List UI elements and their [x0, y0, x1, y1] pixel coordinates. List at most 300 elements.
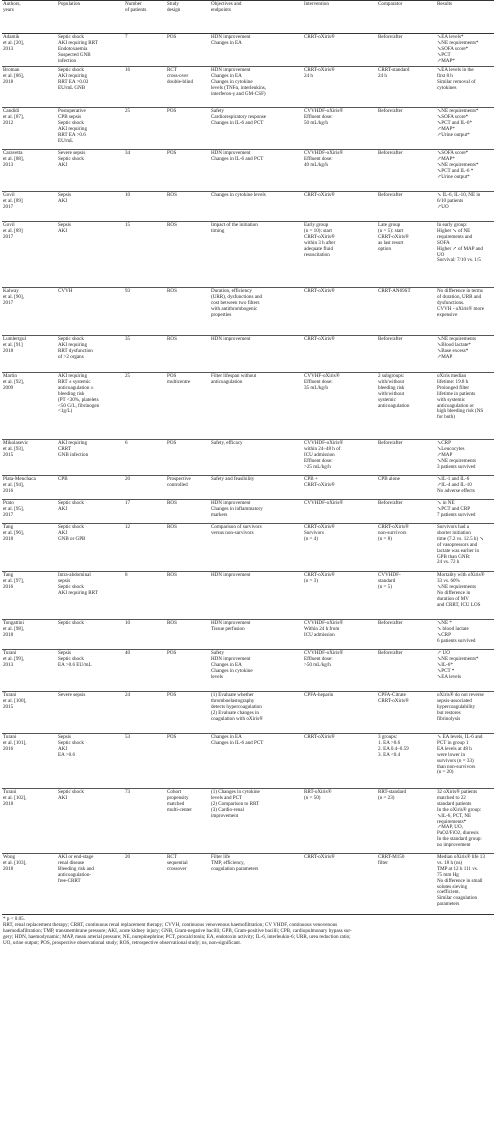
cell-line: Postoperative [58, 108, 86, 114]
cell-line: than non-survivors [437, 763, 476, 770]
cell-line: ↘PCT and IL-6 * [437, 167, 474, 174]
cell-authors [2, 572, 57, 620]
cell-line: 25 [125, 108, 131, 114]
cell-line: RCT [167, 854, 177, 860]
cell-line: dysfunctions. [437, 299, 465, 306]
cell-line: 7 [125, 34, 128, 40]
cell-line: Changes in cytokine [211, 78, 253, 85]
cell-line: AKI [58, 794, 68, 801]
cell-line: anticoagulation [378, 402, 410, 409]
cell-line: AKI requiring [58, 440, 87, 446]
cell-line: In the standard group: [437, 836, 482, 843]
cell-population [57, 440, 124, 476]
cell-line: CPB [58, 476, 68, 482]
cell-line: 24 h [304, 72, 313, 79]
cell-line: GPB than GNB: [437, 553, 471, 560]
cell-line: ↘NE requirements [437, 583, 476, 590]
cell-line: Sepsis [58, 650, 72, 656]
cell-population [57, 222, 124, 288]
cell-line: No difference in terms [437, 288, 483, 294]
cell-line: Effluent dose: [304, 113, 333, 120]
cell-authors [2, 440, 57, 476]
table-row [2, 734, 494, 789]
cell-objectives [210, 692, 303, 734]
cell-line: anticoagulation- [58, 871, 92, 878]
table-row [2, 336, 494, 373]
cell-line: CRRT-oXiris® [304, 734, 335, 740]
cell-line: 16 [125, 67, 131, 73]
cell-line: Candidi [3, 108, 20, 114]
cell-population [57, 789, 124, 854]
cell-objectives [210, 440, 303, 476]
cell-population [57, 476, 124, 500]
cell-objectives [210, 476, 303, 500]
cell-results [436, 650, 494, 692]
cell-line: Comparison of survivors [211, 524, 262, 530]
cell-line: (2) Evaluate changes in [211, 709, 259, 716]
header-line: Intervention [304, 1, 329, 7]
cell-comparator [377, 288, 436, 336]
cell-line: anticoagulation [211, 378, 243, 385]
cell-comparator [377, 650, 436, 692]
cell-results [436, 854, 494, 915]
cell-line: CVVHDF-oXiris® [304, 650, 344, 656]
cell-line: 20 [125, 476, 131, 482]
cell-line: multicentre [167, 378, 191, 385]
cell-line: ↘IL-6, PCT, NE [437, 812, 472, 819]
cell-line: 24 h [378, 72, 387, 79]
abbreviation-line: RRT, renal replacement therapy; CRRT, continuous renal replacement therapy; CVVH, continuous venovenous haemofiltration; CV VHDF, continuous venovenous [3, 921, 338, 928]
cell-line: CRRT-oXiris® [304, 67, 335, 73]
cell-line: (n = 4) [304, 535, 318, 542]
cell-line: but restores [437, 709, 461, 716]
cell-line: ↘EA levels* [437, 34, 464, 40]
cell-comparator [377, 108, 436, 150]
cell-line: TMP, efficiency, [211, 859, 245, 866]
cell-line: UO [437, 251, 445, 258]
cell-line: Safety [211, 108, 225, 114]
cell-line: Intra-abdominal [58, 572, 91, 578]
cell-line: Higher ↘ of NE [437, 227, 471, 234]
cell-line: Septic shock [58, 500, 84, 506]
cell-line: 40 [125, 650, 131, 656]
cell-line: Effluent dose: [304, 378, 333, 385]
cell-line: ↗IL-4 and IL-10 [437, 481, 472, 488]
cell-line: 12 [125, 524, 131, 530]
cell-line: et al. [93], [3, 445, 24, 452]
cell-line: ↘IL-6* [437, 661, 453, 668]
cell-intervention [303, 476, 377, 500]
study-table [2, 0, 494, 915]
cell-objectives [210, 67, 303, 108]
cell-results [436, 440, 494, 476]
cell-line: sepsis-associated [437, 697, 472, 704]
cell-line: 3. EA <0.4 [378, 751, 401, 758]
cell-line: ↘IL-1 and IL-6 [437, 476, 470, 482]
cell-line: Safety and feasibility [211, 476, 255, 482]
cell-line: Adamik [3, 34, 20, 40]
cell-line: anticoagulation or [437, 402, 474, 409]
cell-objectives [210, 34, 303, 67]
cell-line: Before/after [378, 150, 403, 156]
cell-line: et al. [89] [3, 227, 23, 234]
cell-line: ROS [167, 572, 177, 578]
cell-line: ↘PCT and CRP [437, 505, 471, 512]
cell-objectives [210, 789, 303, 854]
cell-line: within 24–48 h of [304, 445, 341, 452]
cell-population [57, 67, 124, 108]
cell-line: 2013 [3, 661, 14, 668]
cell-line: shorter initiation [437, 529, 471, 536]
cell-line: ↘CRP [437, 631, 451, 638]
cell-line: POS [167, 150, 177, 156]
cell-line: 6 patients survived [437, 637, 476, 644]
cell-line: CPB sepsis [58, 113, 82, 120]
table-row [2, 524, 494, 572]
cell-line: CRRT-standard [378, 67, 410, 73]
cell-line: 50 mL/kg/h [304, 119, 328, 126]
cell-line: AKI requiring RRT [58, 589, 98, 596]
cell-population [57, 150, 124, 192]
cell-line: solutes sieving [437, 883, 468, 890]
cell-comparator [377, 150, 436, 192]
cell-line: POS [167, 692, 177, 698]
cell-line: hypercoagulability [437, 703, 476, 710]
cell-authors [2, 692, 57, 734]
cell-patients [124, 734, 166, 789]
cell-line: HDN improvement [211, 150, 251, 156]
cell-line: 2015 [3, 451, 14, 458]
cell-patients [124, 192, 166, 222]
cell-line: <1g/L) [58, 408, 73, 415]
cell-line: 7 patients survived [437, 511, 476, 518]
cell-comparator [377, 854, 436, 915]
cell-design [166, 34, 210, 67]
cell-comparator [377, 440, 436, 476]
cell-line: ↗UO [437, 203, 449, 210]
cell-line: ↘SOFA score* [437, 113, 469, 120]
cell-line: Sepsis [58, 192, 72, 198]
cell-population [57, 620, 124, 650]
cell-design [166, 192, 210, 222]
cell-line: 53 [125, 734, 131, 740]
cell-line: ↗MAP* [437, 155, 455, 162]
cell-line: standard patients [437, 800, 472, 807]
cell-patients [124, 854, 166, 915]
cell-line: ↘Base excess* [437, 347, 469, 354]
cell-line: ↘ blood lactate [437, 625, 469, 632]
cell-objectives [210, 524, 303, 572]
cell-intervention [303, 150, 377, 192]
cell-intervention [303, 650, 377, 692]
cell-line: POS [167, 34, 177, 40]
cell-line: were lower in [437, 751, 466, 758]
cell-line: 2018 [3, 535, 14, 542]
cell-line: survivors (n = 33) [437, 757, 474, 764]
cell-intervention [303, 572, 377, 620]
cell-line: (1) Changes in cytokine [211, 789, 260, 795]
cell-line: RRT ± systemic [58, 378, 91, 385]
cell-patients [124, 476, 166, 500]
cell-line: high bleeding risk (NS [437, 408, 484, 415]
cell-comparator [377, 692, 436, 734]
cell-design [166, 288, 210, 336]
cell-intervention [303, 440, 377, 476]
cell-line: Tissue perfusion [211, 625, 245, 632]
cell-results [436, 150, 494, 192]
cell-line: ROS [167, 620, 177, 626]
cell-line: ↘Leucocytes [437, 445, 465, 452]
cell-line: AKI requiring [58, 341, 87, 348]
header-line: Results [437, 1, 453, 7]
cell-line: CRRT-M150 [378, 854, 405, 860]
cell-authors [2, 67, 57, 108]
cell-line: Tang [3, 572, 14, 578]
cell-line: CRRT-oXiris® [304, 336, 335, 342]
cell-line: Changes in IL-6 and PCT [211, 119, 264, 126]
cell-line: ROS [167, 500, 177, 506]
cell-patients [124, 500, 166, 524]
cell-line: CRRT-oXiris® [304, 854, 335, 860]
cell-line: ↗MAP* [437, 125, 455, 132]
cell-line: systemic [378, 396, 396, 403]
cell-line: Govil [3, 222, 15, 228]
cell-line: ROS [167, 192, 177, 198]
cell-line: Before/after [378, 192, 403, 198]
cell-line: Within 24 h from [304, 625, 340, 632]
cell-line: Changes in IL-6 and PCT [211, 155, 264, 162]
cell-line: et al. [87], [3, 113, 24, 120]
table-body [2, 34, 494, 915]
cell-line: 15 [125, 222, 131, 228]
cell-line: 10 [125, 192, 131, 198]
cell-population [57, 336, 124, 373]
table-row [2, 192, 494, 222]
cell-results [436, 789, 494, 854]
cell-objectives [210, 150, 303, 192]
cell-design [166, 150, 210, 192]
cell-patients [124, 336, 166, 373]
cell-line: Survivors had a [437, 524, 469, 530]
cell-line: Effluent dose: [304, 655, 333, 662]
cell-line: Septic shock [58, 155, 84, 162]
cell-line: thromboelastography [211, 697, 255, 704]
cell-line: RRT dysfunction [58, 347, 93, 354]
cell-line: cross-over [167, 72, 189, 79]
cell-line: (n = 10): start [304, 227, 332, 234]
cell-line: levels and PCT [211, 794, 243, 801]
cell-line: option [378, 245, 392, 252]
table-row [2, 222, 494, 288]
cell-line: ↘EA levels [437, 673, 461, 680]
cell-line: ↘PCT * [437, 667, 455, 674]
cell-line: CRRT-oXiris® [304, 481, 335, 488]
header-line: design [167, 6, 181, 13]
cell-line: 2018 [3, 78, 14, 85]
cell-line: CRRT-oXiris® [378, 524, 409, 530]
cell-population [57, 373, 124, 440]
cell-results [436, 476, 494, 500]
cell-line: coagulation with oXiris® [211, 715, 263, 722]
cell-line: for both) [437, 414, 455, 421]
cell-line: CRRT-oXiris® [304, 572, 335, 578]
cell-line: 2017 [3, 299, 14, 306]
cell-line: Plata-Menchaca [3, 476, 36, 482]
cell-line: as last resort [378, 239, 404, 246]
cell-line: ↘ IL-6, IL-10, NE in [437, 192, 481, 198]
cell-results [436, 108, 494, 150]
cell-line: et al. [88], [3, 155, 24, 162]
cell-line: matched to 22 [437, 794, 466, 801]
cell-line: Tongattini [3, 620, 24, 626]
header-line: Study [167, 1, 179, 7]
cell-line: No difference in [437, 589, 471, 596]
cell-line: RRT EA >0.6 [58, 131, 86, 138]
cell-line: Survival: 7/10 vs. 1/5 [437, 257, 481, 264]
cell-line: cytokines [437, 84, 457, 91]
table-row [2, 373, 494, 440]
cell-line: of duration, URR and [437, 293, 482, 300]
cell-line: (n = 8) [378, 535, 392, 542]
cell-line: CVVHF-oXiris® [304, 373, 340, 379]
cell-line: Wong [3, 854, 16, 860]
cell-line: Prospective [167, 476, 191, 482]
cell-line: 40 mL/kg/h [304, 161, 328, 168]
cell-line: POS [167, 108, 177, 114]
cell-population [57, 572, 124, 620]
column-header-population [57, 1, 124, 34]
cell-line: ↗Urine output* [437, 173, 470, 180]
cell-line: Turani [3, 734, 17, 740]
column-header-design [166, 1, 210, 34]
cell-population [57, 288, 124, 336]
cell-results [436, 67, 494, 108]
cell-line: 6/10 patients [437, 197, 464, 204]
cell-line: et al. [102], [3, 794, 27, 801]
cell-line: interferon-γ and GM-CSF) [211, 90, 266, 97]
cell-line: 2016 [3, 583, 14, 590]
cell-line: HDN improvement [211, 34, 251, 40]
cell-line: et al. [98], [3, 625, 24, 632]
cell-objectives [210, 222, 303, 288]
cell-line: HDN improvement [211, 572, 251, 578]
cell-line: Septic shock [58, 524, 84, 530]
cell-line: CPB + [304, 476, 318, 482]
cell-line: Effluent dose: [304, 457, 333, 464]
cell-line: Severe sepsis [58, 150, 86, 156]
table-row [2, 692, 494, 734]
cell-line: standard [378, 577, 396, 584]
cell-line: CRRT-oXiris® [304, 288, 335, 294]
cell-authors [2, 288, 57, 336]
table-row [2, 854, 494, 915]
cell-line: ↘NE requirements [437, 457, 476, 464]
cell-line: AKI requiring RRT [58, 39, 98, 46]
cell-line: 93 [125, 288, 131, 294]
cell-line: Turani [3, 789, 17, 795]
cell-line: PCT in group 1 [437, 739, 469, 746]
table-row [2, 67, 494, 108]
cell-line: Turani [3, 692, 17, 698]
cell-line: (2) Comparison to RRT [211, 800, 260, 807]
cell-intervention [303, 524, 377, 572]
cell-line: ↘PCT and IL-6* [437, 119, 473, 126]
cell-comparator [377, 524, 436, 572]
cell-intervention [303, 108, 377, 150]
cell-line: 33 vs. 60% [437, 577, 460, 584]
cell-authors [2, 500, 57, 524]
cell-line: with/without [378, 390, 405, 397]
cell-design [166, 440, 210, 476]
cell-line: bleeding risk [58, 390, 85, 397]
cell-comparator [377, 734, 436, 789]
cell-line: Before/after [378, 108, 403, 114]
cell-line: Septic shock [58, 336, 84, 342]
cell-design [166, 67, 210, 108]
cell-line: Sepsis [58, 734, 72, 740]
cell-line: anticoagulation ± [58, 384, 94, 391]
cell-line: ↘PCT [437, 51, 451, 58]
cell-line: fibrinolysis [437, 715, 461, 722]
cell-line: 2016 [3, 745, 14, 752]
cell-population [57, 854, 124, 915]
cell-line: AKI [58, 197, 68, 204]
cell-line: No adverse effects [437, 487, 475, 494]
table-row [2, 500, 494, 524]
table-row [2, 650, 494, 692]
cell-line: lactate was earlier in [437, 547, 479, 554]
cell-line: EA levels at 48 h [437, 745, 472, 752]
cell-patients [124, 34, 166, 67]
cell-line: ↘NE * [437, 620, 452, 626]
cell-line: ↘NE requirements [437, 336, 476, 342]
cell-population [57, 650, 124, 692]
cell-line: Septic shock [58, 655, 84, 662]
cell-line: CVVHDF-oXiris® [304, 620, 344, 626]
cell-line: versus non-survivors [211, 529, 254, 536]
cell-line: HDN improvement [211, 336, 251, 342]
cell-intervention [303, 854, 377, 915]
cell-line: AKI requiring [58, 125, 87, 132]
cell-line: et al. [101], [3, 739, 27, 746]
cell-objectives [210, 373, 303, 440]
cell-line: Mikolasevic [3, 440, 29, 446]
cell-line: 35 mL/kg/h [304, 384, 328, 391]
cell-design [166, 222, 210, 288]
cell-design [166, 108, 210, 150]
cell-line: Survivors [304, 529, 324, 536]
cell-intervention [303, 789, 377, 854]
cell-line: GNB or GPB [58, 535, 86, 542]
cell-line: RRT EA >0.03 [58, 78, 89, 85]
table-footnotes [2, 915, 494, 947]
cell-intervention [303, 192, 377, 222]
cell-line: Changes in IL-6 and PCT [211, 739, 264, 746]
cell-results [436, 692, 494, 734]
cell-line: EU/mL [58, 137, 74, 144]
cell-intervention [303, 336, 377, 373]
cell-line: ↘SOFA score* [437, 45, 469, 52]
table-row [2, 34, 494, 67]
cell-line: HDN improvement [211, 655, 251, 662]
column-header-results [436, 1, 494, 34]
cell-line: duration of MV [437, 595, 469, 602]
cell-line: Cohort [167, 789, 182, 795]
cell-line: AKI [58, 161, 68, 168]
cell-line: (URR), dysfunctions and [211, 293, 263, 300]
cell-patients [124, 692, 166, 734]
cell-line: CRRT-oXiris® [378, 697, 409, 704]
